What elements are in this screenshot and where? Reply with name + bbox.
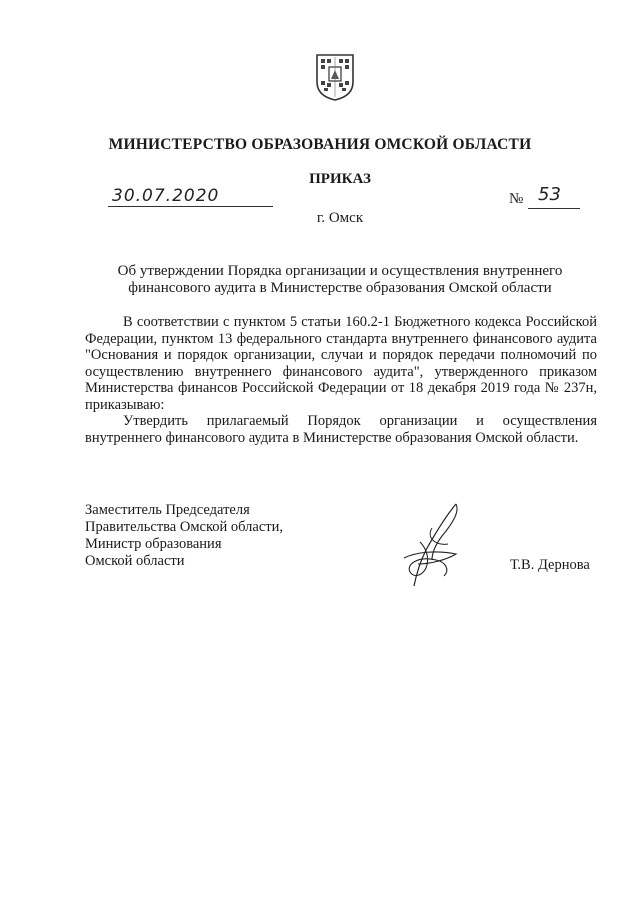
order-subject: [100, 263, 580, 297]
number-underline: [528, 208, 580, 209]
signatory-name: Т.В. Дернова: [510, 557, 590, 573]
subject-line-1: Об утверждении Порядка организации и осуществления внутреннего: [117, 263, 563, 279]
document-type: ПРИКАЗ: [309, 171, 371, 187]
body-paragraph-2: Утвердить прилагаемый Порядок организации и осуществления внутреннего финансового аудита в Министерстве образования Омской области.: [85, 413, 597, 446]
order-body: [85, 314, 597, 446]
signatory-title-line: Омской области: [85, 553, 185, 569]
signatory-title-line: Министр образования: [85, 536, 222, 552]
ministry-title: МИНИСТЕРСТВО ОБРАЗОВАНИЯ ОМСКОЙ ОБЛАСТИ: [108, 136, 532, 153]
city: г. Омск: [316, 210, 364, 226]
date-underline: [108, 206, 273, 207]
signatory-title: [85, 502, 283, 570]
number-sign: №: [509, 191, 524, 207]
date-handwritten: 30.07.2020: [112, 186, 220, 206]
signatory-title-line: Заместитель Председателя: [85, 502, 250, 518]
number-handwritten: 53: [538, 184, 561, 205]
signatory-title-line: Правительства Омской области,: [85, 519, 283, 535]
body-paragraph-1: В соответствии с пунктом 5 статьи 160.2-1 Бюджетного кодекса Российской Федерации, пунктом 13 федерального стандарта внутреннего финансового аудита "Основания и порядок организации, случаи и порядок передачи полномочий по осуществлению внутреннего финансового аудита", утвержденного приказом Министерства финансов Российской Федерации от 18 декабря 2019 года № 237н, приказываю:: [85, 314, 597, 413]
coat-of-arms-icon: [314, 52, 356, 102]
handwritten-signature: [396, 498, 468, 590]
subject-line-2: финансового аудита в Министерстве образования Омской области: [128, 280, 552, 296]
